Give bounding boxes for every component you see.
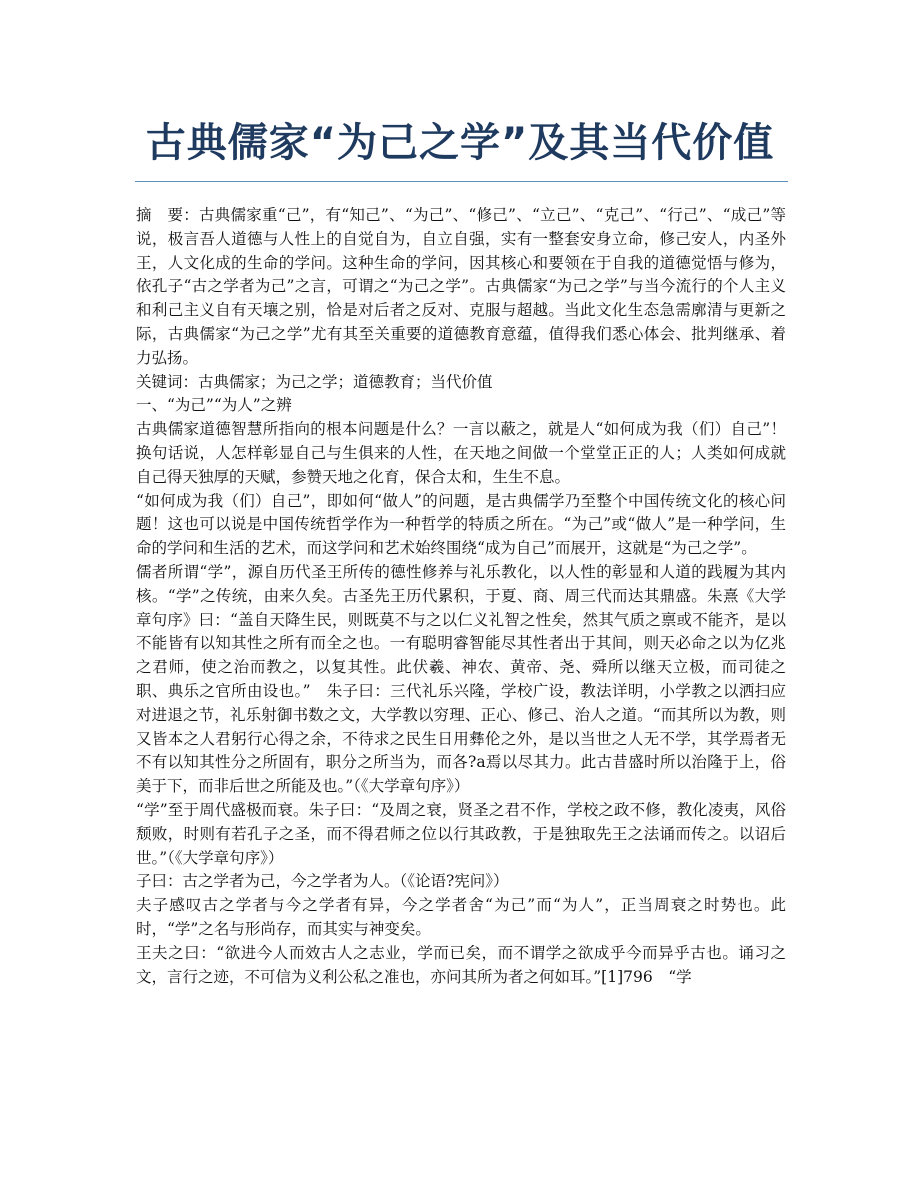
- quotation-line: 子曰：古之学者为己，今之学者为人。（《论语?宪问》）: [136, 872, 509, 891]
- abstract-paragraph: 摘 要：古典儒家重“己”，有“知己”、“为己”、“修己”、“立己”、“克己”、“行己”、“成己”等说，极言吾人道德与人性上的自觉自为，自立自强，实有一整套安身立命，修己安人，内圣外王，人文化成的生命的学问。这种生命的学问，因其核心和要领在于自我的道德觉悟与修为，依孔子“古之学者为己”之言，可谓之“为己之学”。古典儒家“为己之学”与当今流行的个人主义和利己主义自有天壤之别，恰是对后者之反对、克服与超越。当此文化生态急需廓清与更新之际，古典儒家“为己之学”尤有其至关重要的道德教育意蕴，值得我们悉心体会、批判继承、着力弘扬。: [136, 206, 786, 367]
- document-title: 古典儒家“为己之学”及其当代价值: [145, 120, 775, 166]
- title-divider: [135, 181, 788, 182]
- section-heading: 一、“为己”“为人”之辨: [136, 396, 292, 415]
- body-paragraph: 王夫之曰：“欲进今人而效古人之志业，学而已矣，而不谓学之欲成乎今而异乎古也。诵习之文，言行之迹，不可信为义利公私之准也，亦问其所为者之何如耳。”[1]796 “学: [136, 943, 786, 986]
- body-paragraph: 儒者所谓“学”，源自历代圣王所传的德性修养与礼乐教化，以人性的彰显和人道的践履为其内核。“学”之传统，由来久矣。古圣先王历代累积，于夏、商、周三代而达其鼎盛。朱熹《大学章句序》曰：“盖自天降生民，则既莫不与之以仁义礼智之性矣，然其气质之禀或不能齐，是以不能皆有以知其性之所有而全之也。一有聪明睿智能尽其性者出于其间，则天必命之以为亿兆之君师，使之治而教之，以复其性。此伏羲、神农、黄帝、尧、舜所以继天立极，而司徒之职、典乐之官所由设也。” 朱子曰：三代礼乐兴隆，学校广设，教法详明，小学教之以洒扫应对进退之节，礼乐射御书数之文，大学教以穷理、正心、修己、治人之道。“而其所以为教，则又皆本之人君躬行心得之余，不待求之民生日用彝伦之外，是以当世之人无不学，其学焉者无不有以知其性分之所固有，职分之所当为，而各?a焉以尽其力。此古昔盛时所以治隆于上，俗美于下，而非后世之所能及也。”（《大学章句序》）: [136, 562, 786, 796]
- body-paragraph: “学”至于周代盛极而衰。朱子曰：“及周之衰，贤圣之君不作，学校之政不修，教化凌夷，风俗颓败，时则有若孔子之圣，而不得君师之位以行其政教，于是独取先王之法诵而传之。以诏后世。”（《大学章句序》）: [136, 800, 786, 867]
- body-paragraph: “如何成为我（们）自己”，即如何“做人”的问题，是古典儒学乃至整个中国传统文化的核心问题！这也可以说是中国传统哲学作为一种哲学的特质之所在。“为己”或“做人”是一种学问，生命的学问和生活的艺术，而这学问和艺术始终围绕“成为自己”而展开，这就是“为己之学”。: [136, 491, 786, 558]
- body-paragraph: 古典儒家道德智慧所指向的根本问题是什么？一言以蔽之，就是人“如何成为我（们）自己”！换句话说，人怎样彰显自己与生俱来的人性，在天地之间做一个堂堂正正的人；人类如何成就自己得天独厚的天赋，参赞天地之化育，保合太和，生生不息。: [136, 420, 786, 486]
- document-body: [136, 204, 786, 989]
- body-paragraph: 夫子感叹古之学者与今之学者有异，今之学者舍“为己”而“为人”，正当周衰之时势也。此时，“学”之名与形尚存，而其实与神变矣。: [136, 896, 786, 938]
- keywords-line: 关键词：古典儒家；为己之学；道德教育；当代价值: [136, 372, 493, 391]
